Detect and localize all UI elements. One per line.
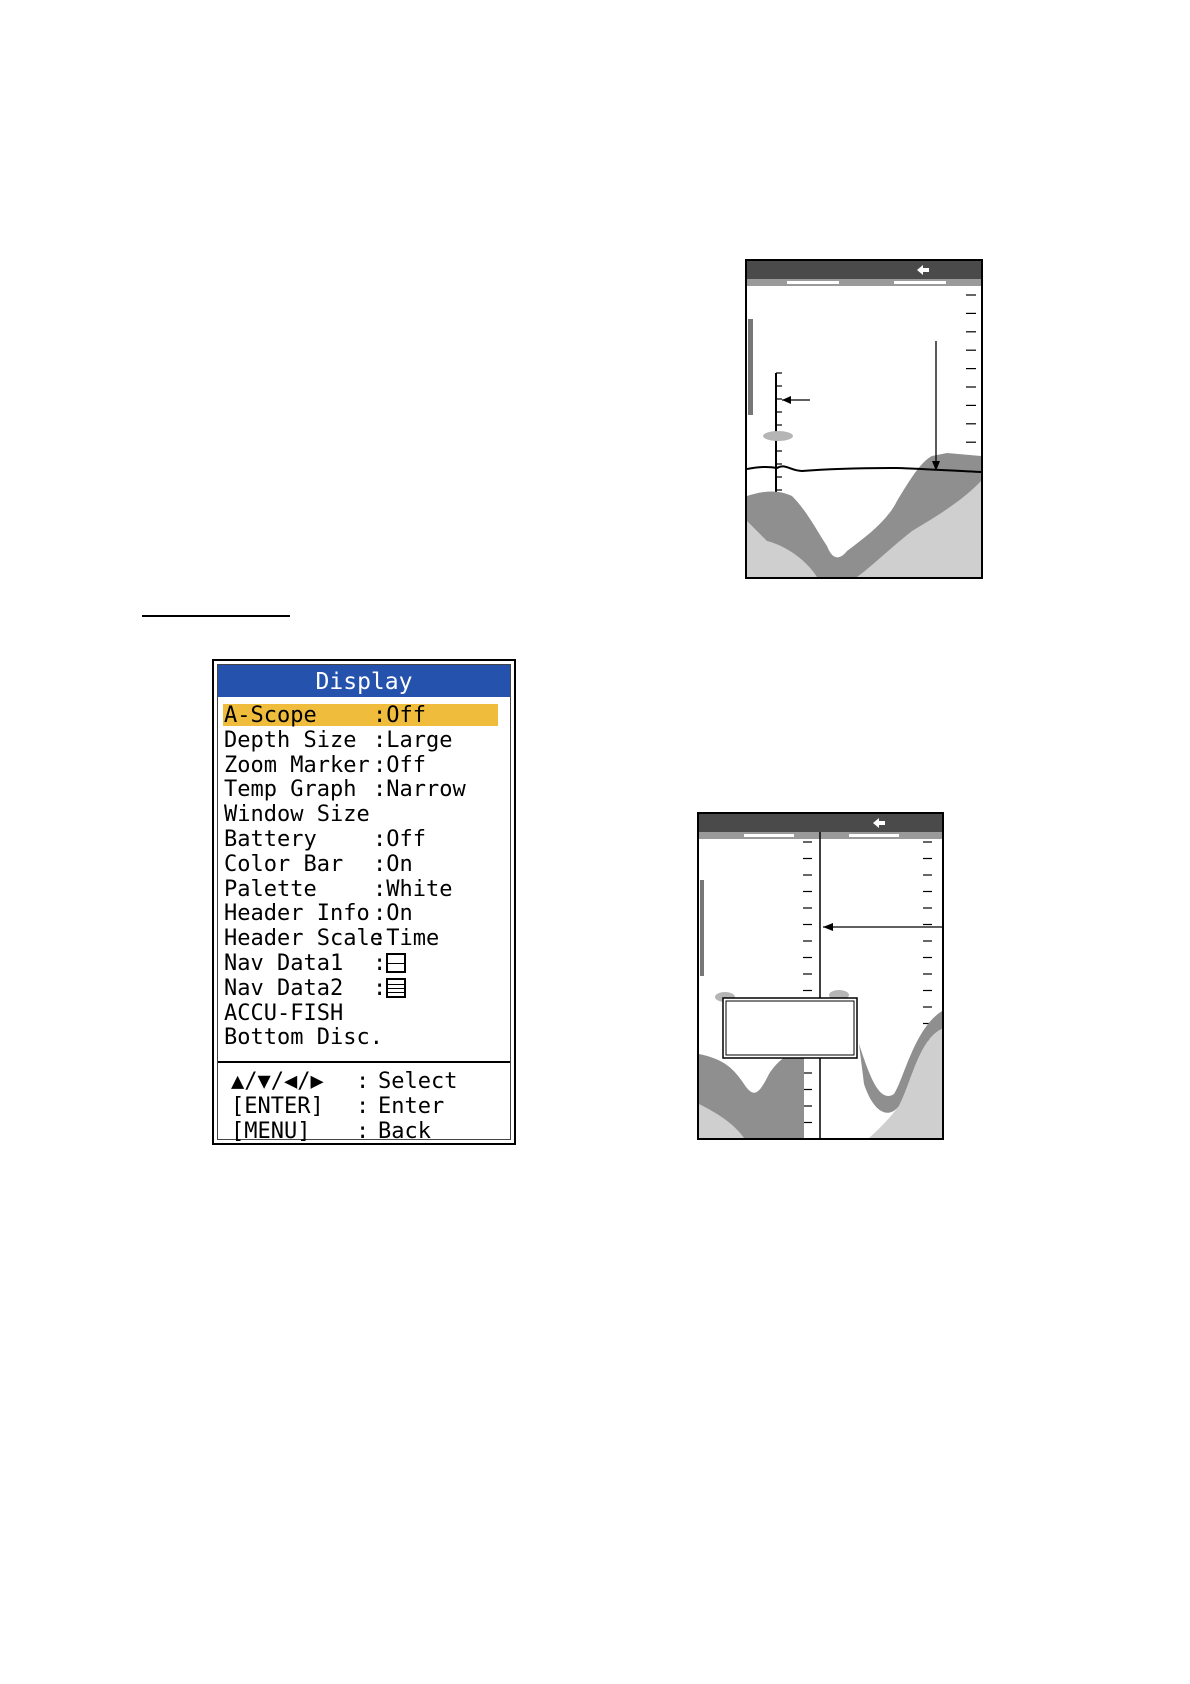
menu-item-value-text: : — [373, 975, 387, 1001]
menu-item-value — [373, 753, 426, 778]
help-key: ▲/▼/◀/▶ — [231, 1069, 324, 1094]
menu-item-value-text: :On — [373, 851, 413, 877]
menu-item-0[interactable] — [218, 703, 510, 728]
help-key: [ENTER] — [231, 1094, 324, 1119]
menu-item-value — [373, 951, 406, 976]
color-bar — [748, 319, 753, 415]
menu-item-2[interactable] — [218, 753, 510, 778]
two-row-grid-icon — [386, 953, 406, 973]
help-colon: : — [356, 1119, 370, 1144]
menu-item-value — [373, 728, 452, 753]
window-box — [723, 998, 857, 1058]
menu-item-value-text: :White — [373, 876, 453, 902]
menu-item-value-text: :Off — [373, 752, 426, 778]
menu-item-11[interactable] — [218, 976, 510, 1001]
menu-item-label: Zoom Marker — [224, 752, 370, 778]
help-desc: Enter — [378, 1094, 445, 1119]
help-key: [MENU] — [231, 1119, 311, 1144]
menu-item-label: Header Scale — [224, 926, 383, 952]
menu-item-5[interactable] — [218, 827, 510, 852]
menu-item-value-text: :Large — [373, 727, 453, 753]
help-row — [218, 1119, 510, 1144]
depth-scale — [803, 842, 812, 1123]
menu-item-value — [373, 926, 439, 951]
menu-item-label: Temp Graph — [224, 777, 357, 803]
menu-item-label: Bottom Disc. — [224, 1025, 383, 1051]
menu-title: Display — [218, 665, 510, 697]
echo-display-zoom-marker — [745, 259, 983, 579]
menu-item-label: Header Info — [224, 901, 370, 927]
menu-item-value — [373, 877, 452, 902]
menu-item-label: Battery — [224, 826, 317, 852]
menu-item-label: Palette — [224, 876, 317, 902]
menu-item-value-text: :Off — [373, 826, 426, 852]
menu-item-1[interactable] — [218, 728, 510, 753]
help-row — [218, 1069, 510, 1094]
menu-item-8[interactable] — [218, 901, 510, 926]
menu-item-6[interactable] — [218, 852, 510, 877]
display-menu — [212, 659, 516, 1145]
four-row-grid-icon — [386, 978, 406, 998]
menu-item-value — [373, 901, 413, 926]
menu-item-label: Color Bar — [224, 851, 344, 877]
menu-item-13[interactable] — [218, 1025, 510, 1050]
echo-display-a-scope — [697, 812, 944, 1140]
menu-item-value — [373, 976, 406, 1001]
menu-item-value — [373, 852, 413, 877]
menu-item-value — [373, 703, 426, 728]
menu-item-value — [373, 777, 466, 802]
help-colon: : — [356, 1069, 370, 1094]
color-bar — [700, 880, 704, 976]
menu-item-label: ACCU-FISH — [224, 1000, 344, 1026]
menu-item-label: Depth Size — [224, 727, 357, 753]
menu-item-value-text: :On — [373, 901, 413, 927]
menu-item-12[interactable] — [218, 1001, 510, 1026]
menu-item-value-text: :Narrow — [373, 777, 466, 803]
menu-item-label: Nav Data1 — [224, 950, 344, 976]
help-row — [218, 1094, 510, 1119]
menu-item-value-text: : — [373, 950, 387, 976]
help-desc: Back — [378, 1119, 431, 1144]
menu-item-3[interactable] — [218, 777, 510, 802]
section-heading-underline — [142, 615, 290, 617]
header-bar — [747, 261, 981, 279]
help-colon: : — [356, 1094, 370, 1119]
menu-help — [218, 1069, 510, 1144]
menu-item-10[interactable] — [218, 951, 510, 976]
menu-item-4[interactable] — [218, 802, 510, 827]
menu-divider — [218, 1061, 510, 1063]
menu-item-7[interactable] — [218, 877, 510, 902]
menu-item-label: Nav Data2 — [224, 975, 344, 1001]
help-desc: Select — [378, 1069, 458, 1094]
menu-item-9[interactable] — [218, 926, 510, 951]
menu-item-value-text: :Off — [373, 703, 426, 728]
header-bar — [699, 814, 942, 832]
menu-item-label: Window Size — [224, 802, 370, 828]
menu-item-label: A-Scope — [224, 703, 317, 728]
menu-item-list — [218, 703, 510, 1050]
menu-item-value — [373, 827, 426, 852]
menu-item-value-text: :Time — [373, 926, 440, 952]
